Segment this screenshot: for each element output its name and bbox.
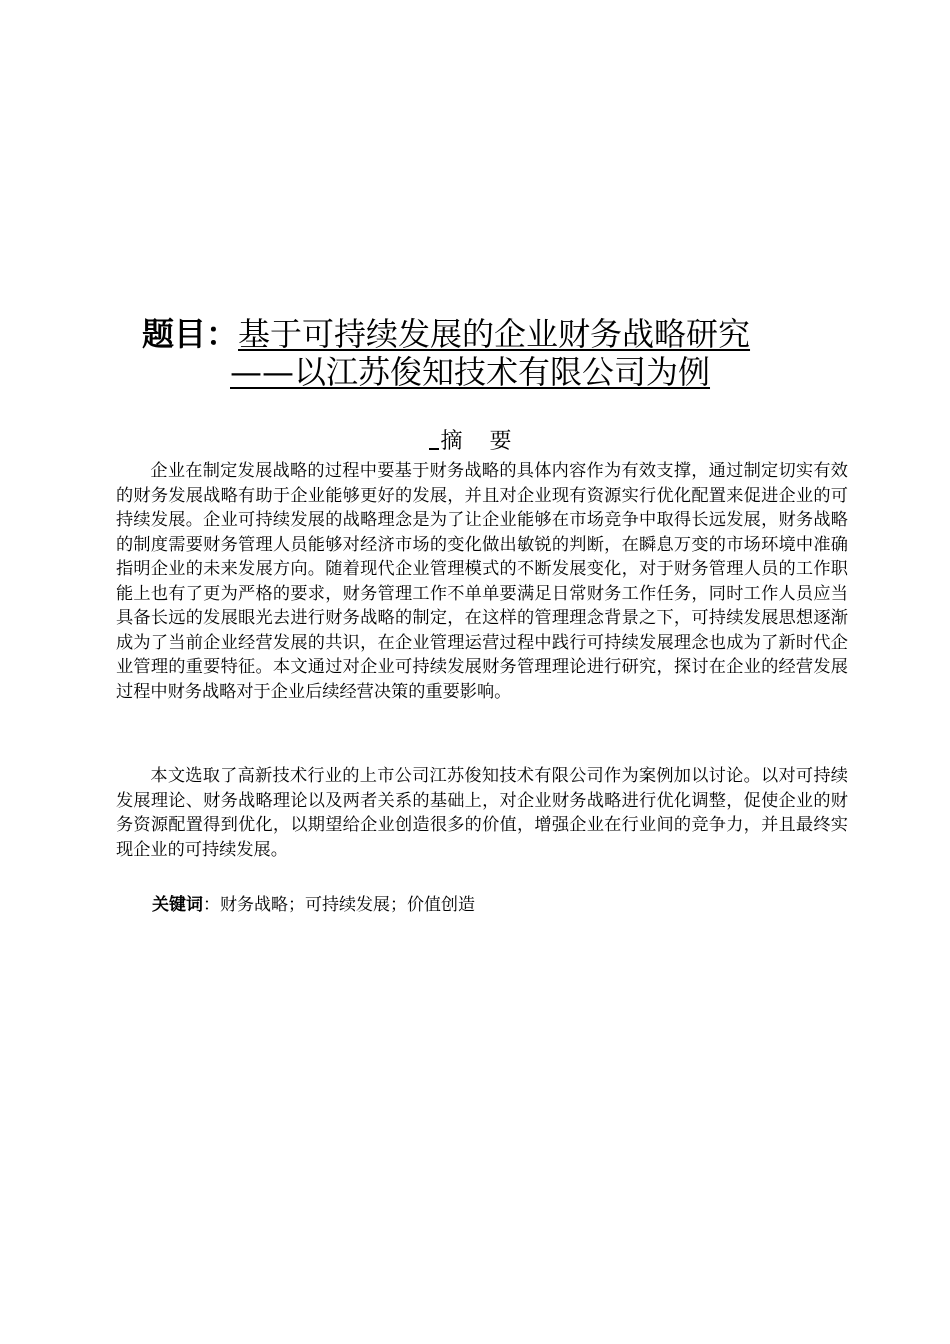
abstract-heading [0, 426, 950, 457]
keywords-separator: ： [203, 895, 220, 915]
abstract-heading-text: 摘 要 [440, 429, 522, 454]
title-main: 基于可持续发展的企业财务战略研究 [238, 315, 751, 353]
keywords-label: 关键词 [152, 895, 203, 915]
abstract-paragraph-2 [116, 764, 848, 862]
heading-underscore-mark [429, 426, 439, 450]
abstract-paragraph-1-text: 企业在制定发展战略的过程中要基于财务战略的具体内容作为有效支撑，通过制定切实有效的财务发展战略有助于企业能够更好的发展，并且对企业现有资源实行优化配置来促进企业的可持续发展。企业可持续发展的战略理念是为了让企业能够在市场竞争中取得长远发展，财务战略的制度需要财务管理人员能够对经济市场的变化做出敏锐的判断，在瞬息万变的市场环境中准确指明企业的未来发展方向。随着现代企业管理模式的不断发展变化，对于财务管理人员的工作职能上也有了更为严格的要求，财务管理工作不单单要满足日常财务工作任务，同时工作人员应当具备长远的发展眼光去进行财务战略的制定，在这样的管理理念背景之下，可持续发展思想逐渐成为了当前企业经营发展的共识，在企业管理运营过程中践行可持续发展理念也成为了新时代企业管理的重要特征。本文通过对企业可持续发展财务管理理论进行研究，探讨在企业的经营发展过程中财务战略对于企业后续经营决策的重要影响。 [116, 461, 848, 702]
abstract-paragraph-2-text: 本文选取了高新技术行业的上市公司江苏俊知技术有限公司作为案例加以讨论。以对可持续发展理论、财务战略理论以及两者关系的基础上，对企业财务战略进行优化调整，促使企业的财务资源配置得到优化，以期望给企业创造很多的价值，增强企业在行业间的竞争力，并且最终实现企业的可持续发展。 [116, 766, 848, 860]
abstract-paragraph-1 [116, 459, 848, 704]
keywords-line [152, 893, 475, 917]
keywords-items: 财务战略；可持续发展；价值创造 [220, 895, 475, 915]
title-subtitle: ——以江苏俊知技术有限公司为例 [230, 353, 711, 391]
title-label: 题目： [142, 315, 239, 353]
